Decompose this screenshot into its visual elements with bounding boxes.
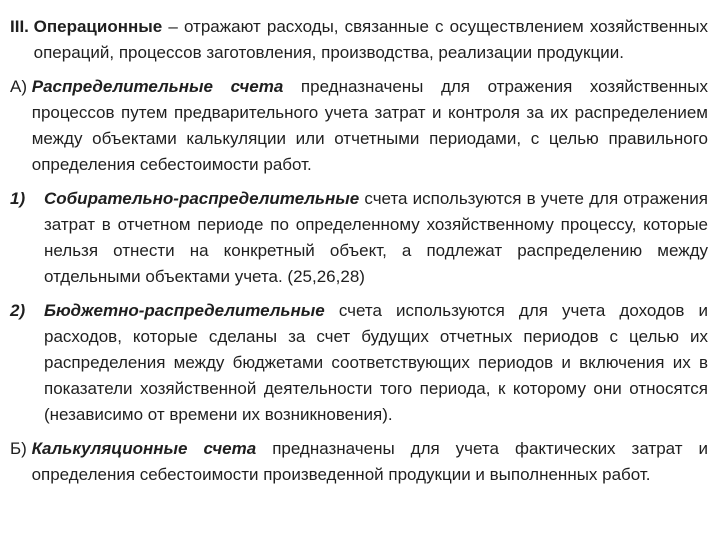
list-item-title: Бюджетно-распределительные <box>44 301 325 320</box>
section-3-title: Операционные <box>33 17 163 36</box>
list-item-title: Собирательно-распределительные <box>44 189 360 208</box>
group-a-paragraph <box>10 74 708 178</box>
group-b-body <box>32 436 708 488</box>
section-3-body <box>34 14 708 66</box>
group-b-title: Калькуляционные счета <box>31 439 257 458</box>
list-item <box>10 186 708 290</box>
section-3-text: – отражают расходы, связанные с осуществлением хозяйственных операций, процессов заготовления, производства, реализации продукции. <box>33 17 708 62</box>
section-3-marker: III. <box>10 17 29 36</box>
list-item <box>10 298 708 428</box>
group-a-body <box>32 74 708 178</box>
group-a-text: предназначены для отражения хозяйственных процессов путем предварительного учета затрат и контроля за их распределением между объектами калькуляции или отчетными периодами, с целью правильного определения себестоимости работ. <box>31 77 708 174</box>
group-a-marker: А) <box>10 77 27 96</box>
list-item-body <box>44 186 708 290</box>
list-item-text: счета используются в учете для отражения затрат в отчетном периоде по определенному хозяйственному процессу, которые нельзя отнести на конкретный объект, а подлежат распределению между отдельными объектами учета. (25,26,28) <box>44 189 708 286</box>
list-item-number: 2) <box>10 301 26 320</box>
group-b-text: предназначены для учета фактических затрат и определения себестоимости произведенной продукции и выполненных работ. <box>31 439 708 484</box>
list-item-text: счета используются для учета доходов и расходов, которые сделаны за счет будущих отчетных периодов с целью их распределения между бюджетами соответствующих периодов и включения их в показатели хозяйственной деятельности того периода, к которому они относятся (независимо от времени их возникновения). <box>44 301 708 424</box>
list-item-body <box>44 298 708 428</box>
group-b-paragraph <box>10 436 708 488</box>
group-a-title: Распределительные счета <box>31 77 284 96</box>
list-item-number: 1) <box>10 189 26 208</box>
group-b-marker: Б) <box>10 439 27 458</box>
section-3-paragraph <box>10 14 708 66</box>
